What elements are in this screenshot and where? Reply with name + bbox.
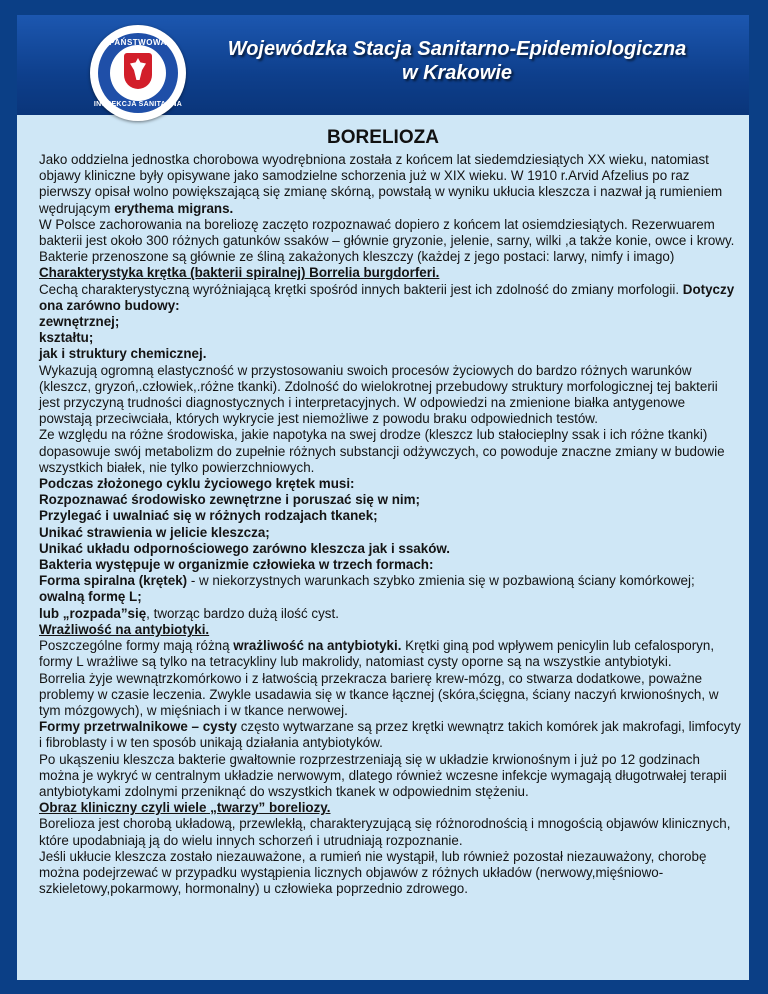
paragraph-elasticity: Wykazują ogromną elastyczność w przystosowaniu swoich procesów życiowych do bardzo różnych warunków (kleszcz, gryzoń,.człowiek,.różne tkanki). Zdolność do wielokrotnej przebudowy struktury morfologicznej tej bakterii jest przyczyną trudności diagnostycznych i interpretacyjnych. W odpowiedzi na zmienione białka antygenowe powstają przeciwciała, których wykrycie jest niemożliwe z powodu braku odpowiednich testów. [39, 362, 718, 427]
header-banner [17, 15, 749, 115]
paragraph-spread: Po ukąszeniu kleszcza bakterie gwałtownie rozprzestrzeniają się w układzie krwionośnym i już po 12 godzinach można je wykryć w centralnym układzie nerwowym, dlatego również wczesne infekcje wymagają długotrwałej terapii antybiotykami zdolnymi przeniknąć do wszystkich tkanek w odpowiednim stężeniu. [39, 751, 727, 799]
logo-top-text: PAŃSTWOWA [109, 38, 167, 47]
station-title [197, 37, 717, 85]
forms-heading: Bakteria występuje w organizmie człowieka w trzech formach: [39, 557, 434, 573]
logo-bottom-text: INSPEKCJA SANITARNA [93, 101, 183, 108]
paragraph-poland: W Polsce zachorowania na boreliozę zaczęto rozpoznawać dopiero z końcem lat osiemdziesiątych. Rezerwuarem bakterii jest około 300 różnych gatunków ssaków – głównie gryzonie, jelenie, sarny, wilki ,a także konie, owce i krowy. Bakterie przenoszone są głównie ze śliną zakażonych kleszczy (każdej z jego postaci: larwy, nimfy i imago) [39, 216, 735, 265]
paragraph-suspect: Jeśli ukłucie kleszcza zostało niezauważone, a rumień nie wystąpił, lub również pozostał niezauważony, chorobę można podejrzewać w przypadku wystąpienia licznych objawów z różnych układów (nerwowy,mięśniowo-szkieletowy,pokarmowy, hormonalny) u człowieka poprzednio zdrowego. [39, 848, 707, 897]
list-item-chemical: jak i struktury chemicznej. [39, 346, 207, 362]
station-title-line1: Wojewódzka Stacja Sanitarno-Epidemiologiczna [227, 38, 687, 60]
paragraph-intro [39, 152, 741, 217]
lifecycle-item-2: Przylegać i uwalniać się w różnych rodzajach tkanek; [39, 508, 378, 524]
form-cysts [39, 606, 741, 622]
antibiotics-text-a: Poszczególne formy mają różną [39, 638, 234, 654]
morphology-text: Cechą charakterystyczną wyróżniającą krętki spośród innych bakterii jest ich zdolność do zmiany morfologii. [39, 281, 680, 297]
lifecycle-item-1: Rozpoznawać środowisko zewnętrzne i poruszać się w nim; [39, 492, 420, 508]
form-cysts-text: , tworząc bardzo dużą ilość cyst. [146, 605, 339, 621]
form-cysts-bold: lub „rozpada”się [39, 605, 147, 621]
intro-text: Jako oddzielna jednostka chorobowa wyodrębniona została z końcem lat siedemdziesiątych XX wieku, natomiast objawy kliniczne były opisywane jako samodzielne schorzenia już w XIX wieku. W 1910 r.Arvid Afzelius po raz pierwszy opisał wolno powiększającą się zmianę skórną, powstałą w wyniku ukłucia kleszcza i nazwał ją rumieniem wędrującym [39, 152, 723, 216]
form-spiral [39, 573, 741, 589]
antibiotics-bold: wrażliwość na antybiotyki. [233, 638, 402, 654]
document-body [39, 152, 741, 897]
station-title-line2: w Krakowie [401, 62, 513, 84]
paragraph-antibiotics [39, 638, 741, 670]
form-spiral-text: - w niekorzystnych warunkach szybko zmienia się w pozbawioną ściany komórkowej; [187, 573, 695, 589]
antibiotics-text-b: Krętki giną pod wpływem penicylin lub cefalosporyn, formy L wrażliwe są tylko na tetracykliny lub makrolidy, natomiast cysty oporne są na wszystkie antybiotyki. [39, 638, 715, 670]
heading-characteristics: Charakterystyka krętka (bakterii spiralnej) Borrelia burgdorferi. [39, 265, 440, 281]
paragraph-morphology [39, 282, 741, 314]
heading-antibiotics: Wrażliwość na antybiotyki. [39, 621, 210, 637]
paragraph-environments: Ze względu na różne środowiska, jakie napotyka na swej drodze (kleszcz lub stałocieplny ssak i ich różne tkanki) dopasowuje swój metabolizm do zupełnie różnych substancji odżywczych, co powoduje znaczne zmiany w budowie wszystkich białek, nie tylko powierzchniowych. [39, 427, 725, 475]
paragraph-cysts [39, 719, 741, 751]
lifecycle-item-4: Unikać układu odpornościowego zarówno kleszcza jak i ssaków. [39, 540, 451, 556]
cysts-bold: Formy przetrwalnikowe – cysty [39, 719, 237, 735]
heading-clinical: Obraz kliniczny czyli wiele „twarzy” boreliozy. [39, 800, 331, 816]
cysts-text: często wytwarzane są przez krętki wewnątrz takich komórek jak makrofagi, limfocyty i fibroblasty i w ten sposób unikają działania antybiotyków. [39, 719, 741, 751]
document-title: BORELIOZA [327, 127, 439, 148]
paragraph-systemic: Borelioza jest chorobą układową, przewlekłą, charakteryzującą się różnorodnością i mnogością objawów klinicznych, które upodabniają ją do wielu innych schorzeń i utrudniają rozpoznanie. [39, 816, 731, 848]
paragraph-intracellular: Borrelia żyje wewnątrzkomórkowo i z łatwością przekracza barierę krew-mózg, co stwarza dodatkowe, poważne problemy w czasie leczenia. Zwykle usadawia się w tkance łącznej (skóra,ścięgna, ściany naczyń krwionośnych, w tym mózgowych), w mięśniach i w tkance nerwowej. [39, 670, 719, 718]
intro-bold: erythema migrans. [114, 200, 234, 216]
lifecycle-heading: Podczas złożonego cyklu życiowego krętek musi: [39, 476, 355, 492]
inspection-logo [90, 25, 186, 121]
lifecycle-item-3: Unikać strawienia w jelicie kleszcza; [39, 524, 270, 540]
page-frame [17, 15, 749, 980]
morphology-bold: Dotyczy ona zarówno budowy: [39, 281, 735, 313]
list-item-external: zewnętrznej; [39, 314, 120, 330]
list-item-shape: kształtu; [39, 330, 94, 346]
form-l: owalną formę L; [39, 589, 142, 605]
form-spiral-bold: Forma spiralna (krętek) [39, 573, 188, 589]
